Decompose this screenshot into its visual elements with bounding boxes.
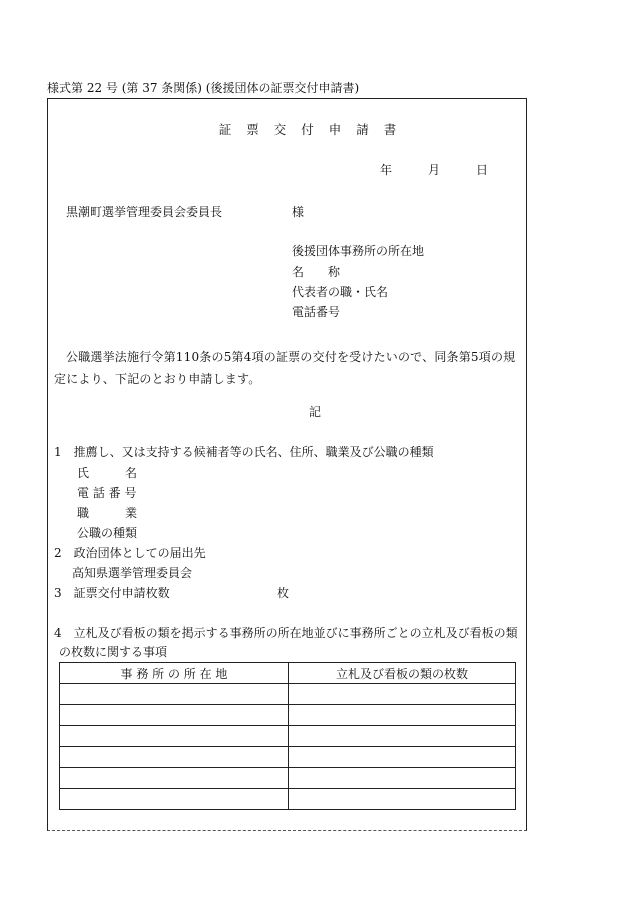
table-row (60, 705, 516, 726)
addressee: 黒潮町選挙管理委員会委員長 (66, 205, 223, 219)
representative-label: 代表者の職・氏名 (292, 285, 389, 299)
phone-label: 電話番号 (292, 305, 341, 319)
office-location-cell (60, 789, 289, 810)
date-year-label: 年 (380, 163, 393, 177)
date-day-label: 日 (476, 163, 489, 177)
item1-phone-label: 電 話 番 号 (77, 486, 137, 500)
item3-unit: 枚 (277, 586, 290, 600)
signboard-count-cell (289, 726, 516, 747)
table-row (60, 768, 516, 789)
signboard-count-cell (289, 684, 516, 705)
item1-office-type-label: 公職の種類 (77, 526, 138, 540)
office-location-cell (60, 684, 289, 705)
ki-heading: 記 (308, 405, 321, 419)
office-location-header: 事 務 所 の 所 在 地 (60, 663, 289, 684)
signboard-count-cell (289, 747, 516, 768)
signboard-count-header: 立札及び看板の類の枚数 (289, 663, 516, 684)
table-header-row (60, 663, 516, 684)
form-number-heading: 様式第 22 号 (第 37 条関係) (後援団体の証票交付申請書) (47, 81, 360, 95)
item2-label: 2 政治団体としての届出先 (54, 546, 206, 560)
signboard-count-cell (289, 789, 516, 810)
office-location-cell (60, 726, 289, 747)
office-location-cell (60, 747, 289, 768)
honorific: 様 (292, 205, 305, 219)
item1-name-label: 氏 名 (77, 466, 138, 480)
application-body-text: 公職選挙法施行令第110条の5第4項の証票の交付を受けたいので、同条第5項の規定により、下記のとおり申請します。 (54, 350, 516, 386)
item1-occupation-label: 職 業 (77, 506, 138, 520)
table-row (60, 789, 516, 810)
applicant-address-label: 後援団体事務所の所在地 (292, 244, 425, 258)
applicant-name-label: 名 称 (292, 265, 341, 279)
signboard-count-cell (289, 768, 516, 789)
form-title: 証票交付申請書 (218, 122, 412, 137)
item3-label: 3 証票交付申請枚数 (54, 586, 170, 600)
item2-submission-office: 高知県選挙管理委員会 (72, 566, 193, 580)
item4-label-line2: の枚数に関する事項 (59, 645, 168, 659)
table-row (60, 684, 516, 705)
table-row (60, 747, 516, 768)
date-month-label: 月 (428, 163, 441, 177)
item4-label-line1: 4 立札及び看板の類を掲示する事務所の所在地並びに事務所ごとの立札及び看板の類 (54, 626, 518, 640)
item1-label: 1 推薦し、又は支持する候補者等の氏名、住所、職業及び公職の種類 (54, 445, 434, 459)
office-location-cell (60, 705, 289, 726)
office-signboard-table (59, 662, 516, 810)
table-row (60, 726, 516, 747)
office-location-cell (60, 768, 289, 789)
signboard-count-cell (289, 705, 516, 726)
